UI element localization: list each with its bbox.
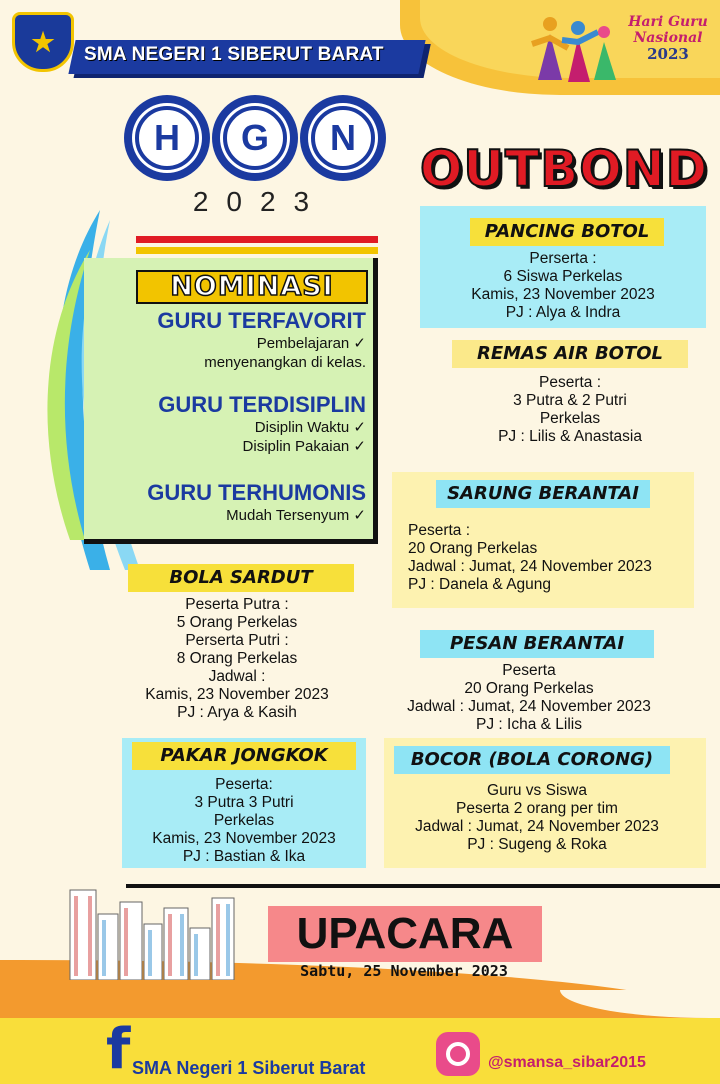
event-line: Perserta : <box>529 250 597 267</box>
hgn-circle-g <box>212 95 298 181</box>
event-line: Jadwal : Jumat, 24 November 2023 <box>408 558 652 575</box>
hgn-circle-h <box>124 95 210 181</box>
instagram-handle: @smansa_sibar2015 <box>488 1054 646 1071</box>
nominasi-category-3 <box>100 480 366 525</box>
instagram-icon <box>436 1032 480 1076</box>
event-line: Peserta <box>502 662 556 679</box>
event-line: 3 Putra & 2 Putri <box>513 392 627 409</box>
hgn-circle-n <box>300 95 386 181</box>
event-line: PJ : Bastian & Ika <box>182 848 306 865</box>
event-line: Peserta : <box>538 374 602 391</box>
event-line: Jadwal : Jumat, 24 November 2023 <box>407 698 651 715</box>
hari-guru-line2: Nasional <box>633 30 703 46</box>
event-line: PJ : Sugeng & Roka <box>467 836 607 853</box>
pakar-jongkok-title: PAKAR JONGKOK <box>132 742 356 770</box>
nominasi-category-name: GURU TERFAVORIT <box>157 308 366 333</box>
nominasi-category-name: GURU TERDISIPLIN <box>158 392 366 417</box>
event-line: PJ : Lilis & Anastasia <box>498 428 642 445</box>
hari-guru-figures-icon <box>528 10 618 86</box>
sarung-berantai-title: SARUNG BERANTAI <box>436 480 650 508</box>
event-line: Jadwal : Jumat, 24 November 2023 <box>415 818 659 835</box>
event-line: Guru vs Siswa <box>487 782 587 799</box>
red-stripe <box>136 236 378 243</box>
remas-air-botol-title: REMAS AIR BOTOL <box>452 340 688 368</box>
nominasi-item: Disiplin Waktu ✓ <box>254 419 366 436</box>
nominasi-category-name: GURU TERHUMONIS <box>147 480 366 505</box>
nominasi-category-2 <box>100 392 366 456</box>
sarung-berantai-info <box>408 522 698 594</box>
event-line: Jadwal : <box>208 668 266 685</box>
facebook-name: SMA Negeri 1 Siberut Barat <box>132 1058 366 1078</box>
pesan-berantai-info <box>384 662 674 734</box>
hgn-letter-n: N <box>311 106 375 170</box>
event-line: 3 Putra 3 Putri <box>194 794 294 811</box>
hari-guru-year: 2023 <box>647 45 689 63</box>
nominasi-item: Pembelajaran ✓ <box>256 335 366 352</box>
upacara-title: UPACARA <box>296 909 514 958</box>
hgn-letter-g: G <box>223 106 287 170</box>
event-line: Peserta : <box>408 522 471 539</box>
bocor-title: BOCOR (BOLA CORONG) <box>394 746 670 774</box>
event-line: Kamis, 23 November 2023 <box>152 830 336 847</box>
pakar-jongkok-info <box>122 776 366 866</box>
event-line: PJ : Danela & Agung <box>408 576 552 593</box>
event-line: PJ : Alya & Indra <box>505 304 621 321</box>
event-line: Kamis, 23 November 2023 <box>471 286 655 303</box>
event-line: Kamis, 23 November 2023 <box>145 686 329 703</box>
event-line: 5 Orang Perkelas <box>176 614 298 631</box>
yellow-stripe <box>136 247 378 254</box>
nominasi-item: menyenangkan di kelas. <box>204 354 366 371</box>
hari-guru-logo-text <box>618 14 718 62</box>
school-crest-icon: ★ <box>12 12 74 72</box>
event-line: PJ : Icha & Lilis <box>476 716 582 733</box>
upacara-date: Sabtu, 25 November 2023 <box>300 962 508 980</box>
event-line: 8 Orang Perkelas <box>176 650 298 667</box>
event-line: Perkelas <box>213 812 275 829</box>
school-name: SMA NEGERI 1 SIBERUT BARAT <box>84 44 384 65</box>
nominasi-item: Disiplin Pakaian ✓ <box>242 438 366 455</box>
event-line: PJ : Arya & Kasih <box>177 704 297 721</box>
nominasi-category-1 <box>100 308 366 372</box>
bola-sardut-title: BOLA SARDUT <box>128 564 354 592</box>
event-line: 20 Orang Perkelas <box>408 540 538 557</box>
pancing-botol-info <box>420 250 706 322</box>
pesan-berantai-title: PESAN BERANTAI <box>420 630 654 658</box>
facebook-icon: f <box>106 1017 131 1082</box>
remas-air-botol-info <box>432 374 708 446</box>
hgn-letter-h: H <box>135 106 199 170</box>
event-line: 20 Orang Perkelas <box>464 680 594 697</box>
hari-guru-line1: Hari Guru <box>628 14 708 30</box>
nominasi-item: Mudah Tersenyum ✓ <box>226 507 366 524</box>
pancing-botol-title: PANCING BOTOL <box>470 218 664 246</box>
event-line: Peserta Putra : <box>185 596 289 613</box>
event-line: Peserta: <box>215 776 273 793</box>
event-line: 6 Siswa Perkelas <box>503 268 623 285</box>
bola-sardut-info <box>124 596 350 722</box>
event-line: Perserta Putri : <box>185 632 289 649</box>
city-skyline-icon <box>60 884 250 980</box>
event-line: Peserta 2 orang per tim <box>456 800 618 817</box>
nominasi-title: NOMINASI <box>136 270 368 304</box>
hgn-year: 2023 <box>192 186 328 217</box>
bocor-info <box>384 782 690 854</box>
event-line: Perkelas <box>539 410 601 427</box>
outbond-title: OUTBOND <box>419 140 709 198</box>
